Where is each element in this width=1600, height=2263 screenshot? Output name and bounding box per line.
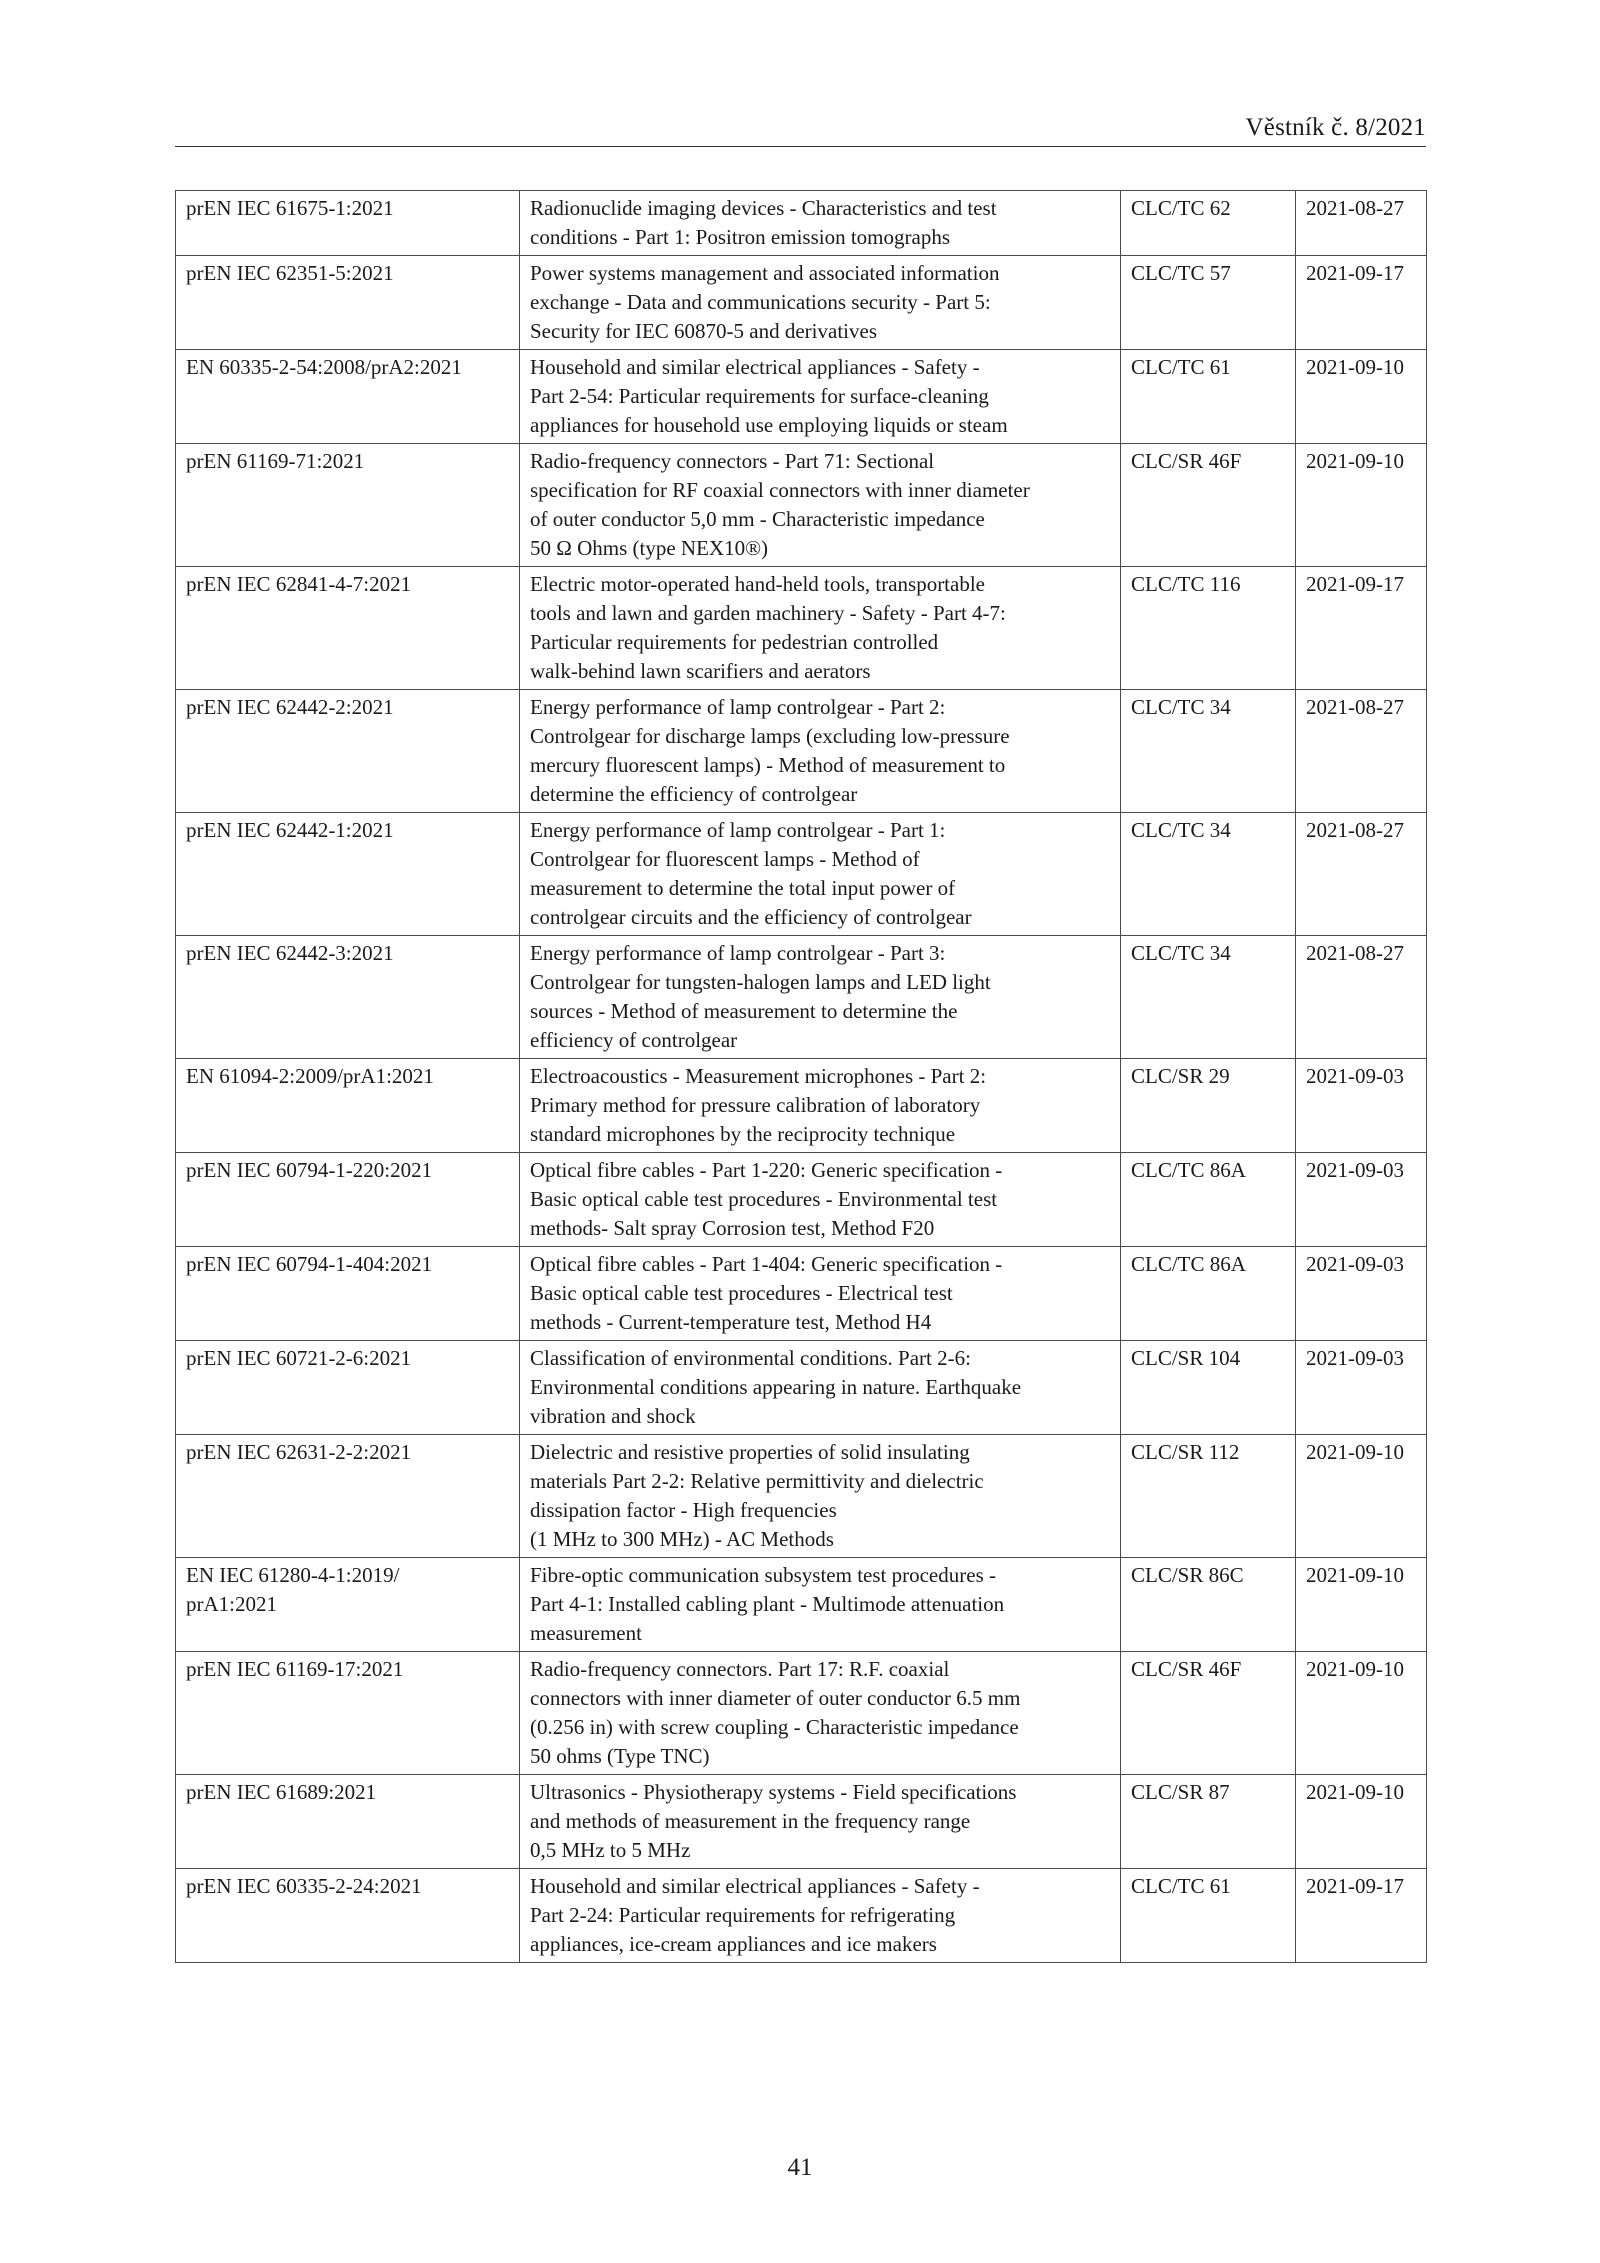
standard-code-cell bbox=[176, 1341, 520, 1435]
committee-text: CLC/TC 34 bbox=[1131, 941, 1231, 965]
deadline-date-text: 2021-09-10 bbox=[1306, 1657, 1404, 1681]
standard-code-text: prEN IEC 62442-2:2021 bbox=[186, 695, 394, 719]
standard-code-text: prEN IEC 60721-2-6:2021 bbox=[186, 1346, 412, 1370]
deadline-date-cell bbox=[1296, 1435, 1427, 1558]
deadline-date-text: 2021-09-10 bbox=[1306, 355, 1404, 379]
committee-cell bbox=[1121, 690, 1296, 813]
standard-code-text: prEN IEC 61169-17:2021 bbox=[186, 1657, 404, 1681]
deadline-date-cell bbox=[1296, 1247, 1427, 1341]
deadline-date-cell bbox=[1296, 813, 1427, 936]
standard-title-cell bbox=[520, 690, 1121, 813]
deadline-date-cell bbox=[1296, 567, 1427, 690]
committee-cell bbox=[1121, 1247, 1296, 1341]
committee-text: CLC/TC 34 bbox=[1131, 818, 1231, 842]
deadline-date-text: 2021-08-27 bbox=[1306, 941, 1404, 965]
standard-code-text: prEN IEC 62631-2-2:2021 bbox=[186, 1440, 412, 1464]
standard-title-text: Ultrasonics - Physiotherapy systems - Field specifications and methods of measurement in the frequency range 0,5 MHz to 5 MHz bbox=[530, 1780, 1017, 1862]
standard-title-cell bbox=[520, 936, 1121, 1059]
standard-code-cell bbox=[176, 350, 520, 444]
deadline-date-text: 2021-09-03 bbox=[1306, 1158, 1404, 1182]
deadline-date-cell bbox=[1296, 1869, 1427, 1963]
committee-text: CLC/SR 29 bbox=[1131, 1064, 1230, 1088]
standard-code-text: EN 61094-2:2009/prA1:2021 bbox=[186, 1064, 434, 1088]
committee-cell bbox=[1121, 1652, 1296, 1775]
standard-code-cell bbox=[176, 191, 520, 256]
committee-text: CLC/TC 62 bbox=[1131, 196, 1231, 220]
standard-title-text: Household and similar electrical appliances - Safety - Part 2-24: Particular requirements for refrigerating appliances, ice-cream appliances and ice makers bbox=[530, 1874, 980, 1956]
standard-code-cell bbox=[176, 1435, 520, 1558]
table-row bbox=[176, 444, 1427, 567]
table-row bbox=[176, 1558, 1427, 1652]
standard-code-text: prEN IEC 60794-1-404:2021 bbox=[186, 1252, 433, 1276]
deadline-date-cell bbox=[1296, 936, 1427, 1059]
table-row bbox=[176, 1153, 1427, 1247]
deadline-date-cell bbox=[1296, 350, 1427, 444]
standard-title-cell bbox=[520, 1869, 1121, 1963]
table-row bbox=[176, 1869, 1427, 1963]
standard-title-text: Electroacoustics - Measurement microphones - Part 2: Primary method for pressure calibration of laboratory standard microphones by the reciprocity technique bbox=[530, 1064, 987, 1146]
standard-code-text: prEN IEC 62442-3:2021 bbox=[186, 941, 394, 965]
table-row bbox=[176, 567, 1427, 690]
standard-title-text: Energy performance of lamp controlgear - Part 2: Controlgear for discharge lamps (excluding low-pressure mercury fluorescent lamps) - Method of measurement to determine the efficiency of controlgear bbox=[530, 695, 1010, 806]
deadline-date-text: 2021-09-03 bbox=[1306, 1064, 1404, 1088]
standard-title-cell bbox=[520, 191, 1121, 256]
table-row bbox=[176, 690, 1427, 813]
committee-cell bbox=[1121, 1059, 1296, 1153]
page-header bbox=[175, 108, 1426, 147]
deadline-date-text: 2021-09-17 bbox=[1306, 1874, 1404, 1898]
deadline-date-text: 2021-09-03 bbox=[1306, 1346, 1404, 1370]
table-row bbox=[176, 1775, 1427, 1869]
standard-title-cell bbox=[520, 1059, 1121, 1153]
committee-text: CLC/TC 86A bbox=[1131, 1252, 1246, 1276]
deadline-date-cell bbox=[1296, 1341, 1427, 1435]
standard-code-text: EN 60335-2-54:2008/prA2:2021 bbox=[186, 355, 462, 379]
standard-code-text: prEN IEC 60794-1-220:2021 bbox=[186, 1158, 433, 1182]
committee-cell bbox=[1121, 191, 1296, 256]
deadline-date-cell bbox=[1296, 1558, 1427, 1652]
table-row bbox=[176, 256, 1427, 350]
standard-title-cell bbox=[520, 256, 1121, 350]
deadline-date-text: 2021-09-10 bbox=[1306, 449, 1404, 473]
deadline-date-text: 2021-09-10 bbox=[1306, 1563, 1404, 1587]
committee-text: CLC/TC 34 bbox=[1131, 695, 1231, 719]
standard-code-cell bbox=[176, 1059, 520, 1153]
committee-text: CLC/SR 86C bbox=[1131, 1563, 1244, 1587]
standard-title-cell bbox=[520, 567, 1121, 690]
table-row bbox=[176, 1435, 1427, 1558]
standards-table-body bbox=[176, 191, 1427, 1963]
committee-text: CLC/TC 61 bbox=[1131, 1874, 1231, 1898]
bulletin-title: Věstník č. 8/2021 bbox=[1245, 114, 1426, 141]
standard-title-text: Radio-frequency connectors - Part 71: Sectional specification for RF coaxial connectors with inner diameter of outer conductor 5,0 mm - Characteristic impedance 50 Ω Ohms (type NEX10®) bbox=[530, 449, 1030, 560]
standard-title-text: Power systems management and associated information exchange - Data and communications security - Part 5: Security for IEC 60870-5 and derivatives bbox=[530, 261, 1000, 343]
committee-cell bbox=[1121, 936, 1296, 1059]
deadline-date-text: 2021-09-10 bbox=[1306, 1440, 1404, 1464]
deadline-date-cell bbox=[1296, 690, 1427, 813]
deadline-date-text: 2021-09-17 bbox=[1306, 261, 1404, 285]
standard-title-text: Energy performance of lamp controlgear - Part 1: Controlgear for fluorescent lamps - Method of measurement to determine the total input power of controlgear circuits and the efficiency of controlgear bbox=[530, 818, 972, 929]
table-row bbox=[176, 1247, 1427, 1341]
committee-cell bbox=[1121, 1869, 1296, 1963]
deadline-date-text: 2021-08-27 bbox=[1306, 818, 1404, 842]
standard-code-cell bbox=[176, 936, 520, 1059]
page-number: 41 bbox=[787, 2154, 813, 2181]
deadline-date-cell bbox=[1296, 1153, 1427, 1247]
standard-title-cell bbox=[520, 1775, 1121, 1869]
standard-title-text: Fibre-optic communication subsystem test procedures - Part 4-1: Installed cabling plant - Multimode attenuation measurement bbox=[530, 1563, 1005, 1645]
committee-text: CLC/SR 112 bbox=[1131, 1440, 1240, 1464]
table-row bbox=[176, 813, 1427, 936]
standard-code-cell bbox=[176, 690, 520, 813]
standard-title-text: Optical fibre cables - Part 1-404: Generic specification - Basic optical cable test procedures - Electrical test methods - Current-temperature test, Method H4 bbox=[530, 1252, 1003, 1334]
standard-title-cell bbox=[520, 1652, 1121, 1775]
standard-code-cell bbox=[176, 1652, 520, 1775]
deadline-date-cell bbox=[1296, 1652, 1427, 1775]
committee-cell bbox=[1121, 444, 1296, 567]
standard-title-cell bbox=[520, 444, 1121, 567]
standard-code-cell bbox=[176, 1775, 520, 1869]
deadline-date-cell bbox=[1296, 1059, 1427, 1153]
deadline-date-cell bbox=[1296, 256, 1427, 350]
deadline-date-cell bbox=[1296, 191, 1427, 256]
committee-text: CLC/SR 87 bbox=[1131, 1780, 1230, 1804]
table-row bbox=[176, 1341, 1427, 1435]
standard-code-cell bbox=[176, 1869, 520, 1963]
deadline-date-text: 2021-09-17 bbox=[1306, 572, 1404, 596]
standard-title-text: Radio-frequency connectors. Part 17: R.F. coaxial connectors with inner diameter of outer conductor 6.5 mm (0.256 in) with screw coupling - Characteristic impedance 50 ohms (Type TNC) bbox=[530, 1657, 1021, 1768]
committee-cell bbox=[1121, 567, 1296, 690]
committee-cell bbox=[1121, 1153, 1296, 1247]
standard-code-text: prEN IEC 60335-2-24:2021 bbox=[186, 1874, 422, 1898]
standard-title-cell bbox=[520, 1558, 1121, 1652]
committee-text: CLC/TC 61 bbox=[1131, 355, 1231, 379]
standards-table bbox=[175, 190, 1427, 1963]
committee-cell bbox=[1121, 1435, 1296, 1558]
committee-text: CLC/TC 86A bbox=[1131, 1158, 1246, 1182]
standard-title-text: Optical fibre cables - Part 1-220: Generic specification - Basic optical cable test procedures - Environmental test methods- Salt spray Corrosion test, Method F20 bbox=[530, 1158, 1003, 1240]
committee-text: CLC/TC 116 bbox=[1131, 572, 1241, 596]
table-row bbox=[176, 191, 1427, 256]
deadline-date-cell bbox=[1296, 1775, 1427, 1869]
committee-cell bbox=[1121, 1558, 1296, 1652]
committee-cell bbox=[1121, 1775, 1296, 1869]
deadline-date-text: 2021-08-27 bbox=[1306, 695, 1404, 719]
standard-title-cell bbox=[520, 813, 1121, 936]
standard-code-text: prEN IEC 61675-1:2021 bbox=[186, 196, 394, 220]
table-row bbox=[176, 936, 1427, 1059]
standard-title-text: Radionuclide imaging devices - Characteristics and test conditions - Part 1: Positron emission tomographs bbox=[530, 196, 997, 249]
standard-code-text: prEN IEC 62351-5:2021 bbox=[186, 261, 394, 285]
committee-cell bbox=[1121, 350, 1296, 444]
standard-title-cell bbox=[520, 1435, 1121, 1558]
standard-code-text: prEN IEC 61689:2021 bbox=[186, 1780, 377, 1804]
standard-code-text: prEN 61169-71:2021 bbox=[186, 449, 365, 473]
standard-title-cell bbox=[520, 1153, 1121, 1247]
standard-code-text: prEN IEC 62841-4-7:2021 bbox=[186, 572, 412, 596]
standard-code-cell bbox=[176, 256, 520, 350]
committee-cell bbox=[1121, 1341, 1296, 1435]
standard-code-text: prEN IEC 62442-1:2021 bbox=[186, 818, 394, 842]
standard-code-text: EN IEC 61280-4-1:2019/ prA1:2021 bbox=[186, 1563, 400, 1616]
standard-title-cell bbox=[520, 350, 1121, 444]
standard-code-cell bbox=[176, 1558, 520, 1652]
deadline-date-text: 2021-09-10 bbox=[1306, 1780, 1404, 1804]
standard-code-cell bbox=[176, 1153, 520, 1247]
deadline-date-text: 2021-09-03 bbox=[1306, 1252, 1404, 1276]
standard-title-text: Dielectric and resistive properties of solid insulating materials Part 2-2: Relative permittivity and dielectric dissipation factor - High frequencies (1 MHz to 300 MHz) - AC Methods bbox=[530, 1440, 984, 1551]
table-row bbox=[176, 1059, 1427, 1153]
standard-code-cell bbox=[176, 1247, 520, 1341]
table-row bbox=[176, 350, 1427, 444]
deadline-date-cell bbox=[1296, 444, 1427, 567]
standard-title-text: Electric motor-operated hand-held tools, transportable tools and lawn and garden machinery - Safety - Part 4-7: Particular requirements for pedestrian controlled walk-behind lawn scarifiers and aerators bbox=[530, 572, 1006, 683]
committee-text: CLC/SR 104 bbox=[1131, 1346, 1241, 1370]
committee-cell bbox=[1121, 813, 1296, 936]
committee-text: CLC/SR 46F bbox=[1131, 449, 1242, 473]
standard-title-text: Household and similar electrical appliances - Safety - Part 2-54: Particular requirements for surface-cleaning appliances for household use employing liquids or steam bbox=[530, 355, 1008, 437]
committee-cell bbox=[1121, 256, 1296, 350]
deadline-date-text: 2021-08-27 bbox=[1306, 196, 1404, 220]
table-row bbox=[176, 1652, 1427, 1775]
standard-title-text: Energy performance of lamp controlgear - Part 3: Controlgear for tungsten-halogen lamps and LED light sources - Method of measurement to determine the efficiency of controlgear bbox=[530, 941, 991, 1052]
standard-code-cell bbox=[176, 567, 520, 690]
standard-title-text: Classification of environmental conditions. Part 2-6: Environmental conditions appearing in nature. Earthquake vibration and shock bbox=[530, 1346, 1022, 1428]
standard-title-cell bbox=[520, 1247, 1121, 1341]
committee-text: CLC/SR 46F bbox=[1131, 1657, 1242, 1681]
standard-code-cell bbox=[176, 444, 520, 567]
standard-code-cell bbox=[176, 813, 520, 936]
standard-title-cell bbox=[520, 1341, 1121, 1435]
committee-text: CLC/TC 57 bbox=[1131, 261, 1231, 285]
